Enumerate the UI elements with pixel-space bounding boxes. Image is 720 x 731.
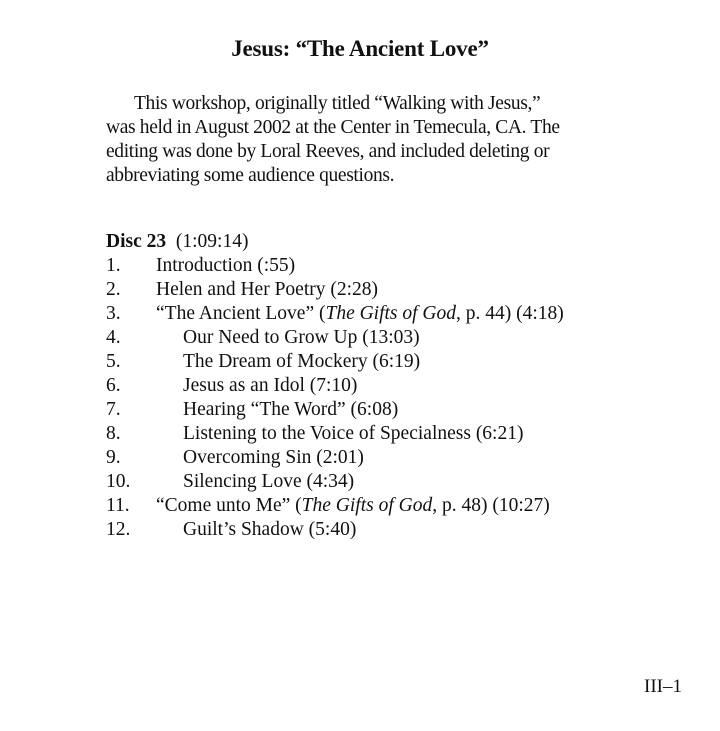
- track-title-text: Listening to the Voice of Specialness (6:21): [183, 423, 524, 444]
- disc-label: Disc 23: [106, 231, 167, 252]
- intro-line: editing was done by Loral Reeves, and included deleting or: [106, 141, 550, 162]
- track-number: 1.: [106, 255, 121, 276]
- track-item: [106, 326, 666, 350]
- track-item: [106, 422, 666, 446]
- track-title: [183, 446, 364, 470]
- track-number: 6.: [106, 375, 121, 396]
- track-title-suffix: , p. 44) (4:18): [456, 303, 564, 324]
- disc-header: [106, 230, 666, 254]
- track-title-text: Guilt’s Shadow (5:40): [183, 519, 357, 540]
- track-title: [156, 278, 378, 302]
- track-number: 9.: [106, 447, 121, 468]
- track-title: [183, 326, 420, 350]
- track-item: [106, 254, 666, 278]
- track-item: [106, 350, 666, 374]
- disc-section: [106, 230, 666, 542]
- disc-duration: (1:09:14): [175, 231, 249, 252]
- intro-line: was held in August 2002 at the Center in Temecula, CA. The: [106, 117, 560, 138]
- track-item: [106, 278, 666, 302]
- track-title: [183, 422, 523, 446]
- track-title: [183, 518, 356, 542]
- track-number: 4.: [106, 327, 121, 348]
- track-title: [183, 350, 420, 374]
- track-title-text: “Come unto Me” (: [156, 495, 302, 516]
- track-title-text: Helen and Her Poetry (2:28): [156, 279, 379, 300]
- track-title-suffix: , p. 48) (10:27): [432, 495, 550, 516]
- track-number: 8.: [106, 423, 121, 444]
- track-source-title: The Gifts of God: [301, 495, 433, 516]
- track-list: [106, 254, 666, 542]
- track-item: [106, 446, 666, 470]
- track-title: [183, 374, 357, 398]
- track-item: [106, 302, 666, 326]
- track-title-text: The Dream of Mockery (6:19): [183, 351, 421, 372]
- track-source-title: The Gifts of God: [325, 303, 457, 324]
- intro-paragraph: [106, 92, 626, 188]
- track-item: [106, 470, 666, 494]
- track-title-text: Our Need to Grow Up (13:03): [183, 327, 420, 348]
- track-item: [106, 494, 666, 518]
- page-title: Jesus: “The Ancient Love”: [231, 36, 489, 61]
- track-title-text: Hearing “The Word” (6:08): [183, 399, 399, 420]
- track-item: [106, 518, 666, 542]
- page-number: III–1: [644, 676, 682, 697]
- track-number: 12.: [106, 519, 131, 540]
- track-title-text: “The Ancient Love” (: [156, 303, 326, 324]
- intro-line: This workshop, originally titled “Walking with Jesus,”: [134, 93, 541, 114]
- track-title: [183, 398, 398, 422]
- track-number: 7.: [106, 399, 121, 420]
- track-title-text: Silencing Love (4:34): [183, 471, 355, 492]
- track-item: [106, 374, 666, 398]
- track-title: [156, 494, 550, 518]
- track-title-text: Introduction (:55): [156, 255, 296, 276]
- track-number: 11.: [106, 495, 130, 516]
- track-title-text: Overcoming Sin (2:01): [183, 447, 364, 468]
- track-title: [156, 302, 564, 326]
- track-number: 10.: [106, 471, 131, 492]
- track-title: [156, 254, 295, 278]
- track-number: 3.: [106, 303, 121, 324]
- track-title: [183, 470, 354, 494]
- intro-line: abbreviating some audience questions.: [106, 165, 395, 186]
- track-title-text: Jesus as an Idol (7:10): [183, 375, 358, 396]
- track-item: [106, 398, 666, 422]
- track-number: 2.: [106, 279, 121, 300]
- track-number: 5.: [106, 351, 121, 372]
